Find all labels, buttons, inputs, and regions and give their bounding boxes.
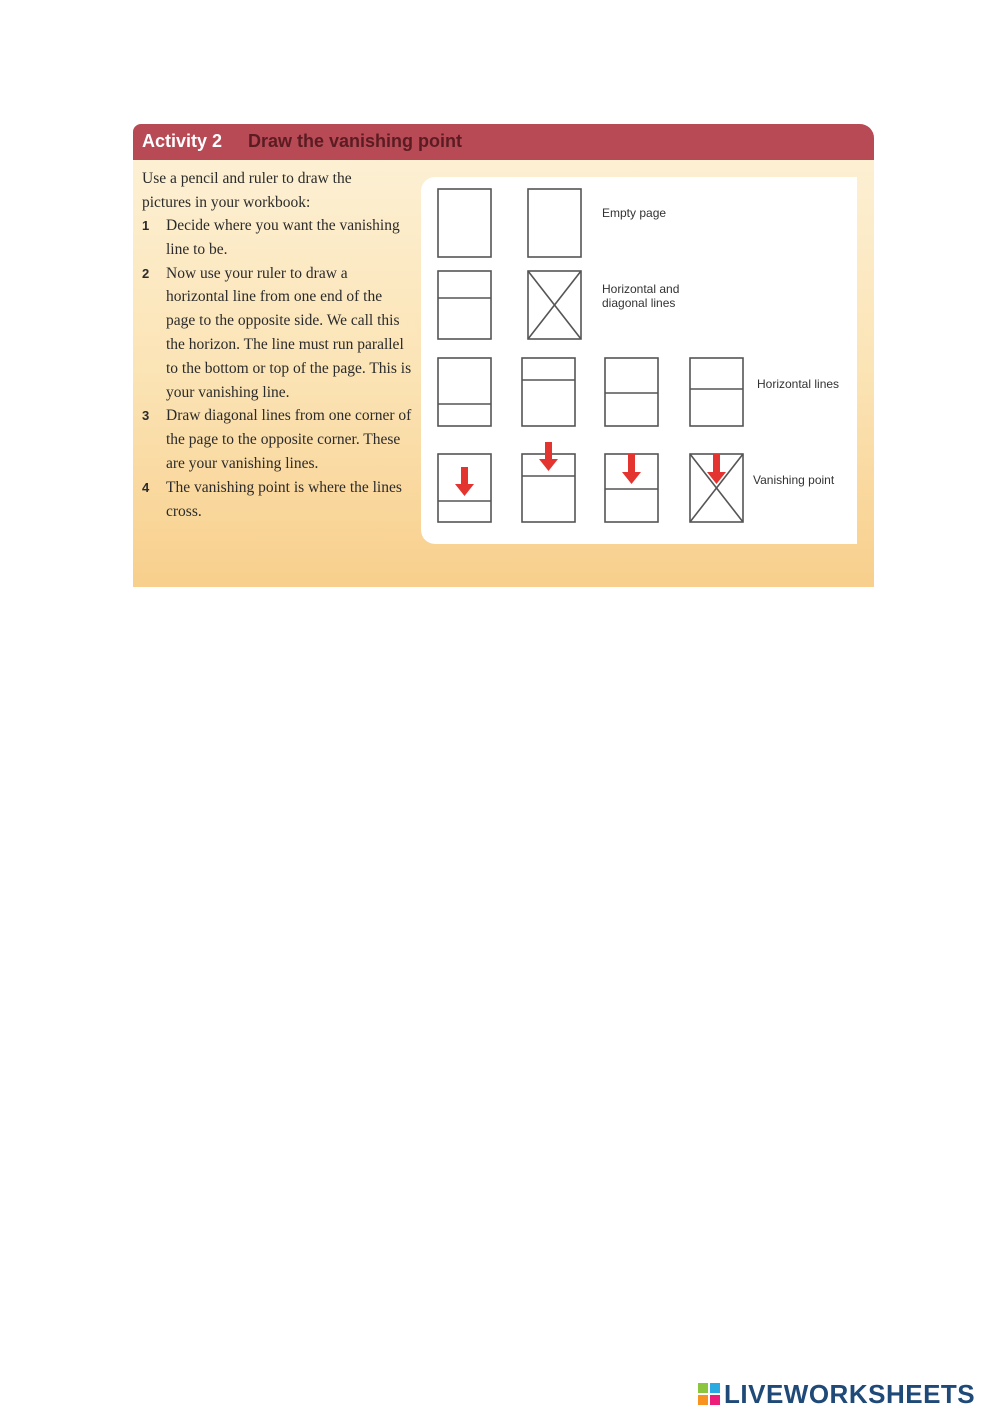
horizontal-page-box bbox=[605, 358, 658, 426]
label-horizontal-diagonal: diagonal lines bbox=[602, 296, 676, 310]
step-item bbox=[142, 476, 412, 524]
step-item bbox=[142, 214, 412, 262]
label-empty-page: Empty page bbox=[602, 206, 667, 220]
step-text: Draw diagonal lines from one corner of the page to the opposite corner. These are your vanishing lines. bbox=[166, 407, 412, 472]
step-text: The vanishing point is where the lines cross. bbox=[166, 478, 402, 520]
vanishing-point-diagram bbox=[421, 177, 857, 544]
brand-name: LIVEWORKSHEETS bbox=[724, 1379, 976, 1409]
arrow-down-icon bbox=[539, 442, 558, 471]
label-horizontal-lines: Horizontal lines bbox=[757, 377, 840, 391]
activity-header bbox=[133, 124, 874, 160]
activity-intro: Use a pencil and ruler to draw the pictures in your workbook: bbox=[142, 170, 352, 211]
step-number: 1 bbox=[142, 218, 150, 233]
activity-number: Activity 2 bbox=[142, 131, 223, 151]
step-number: 4 bbox=[142, 479, 150, 495]
empty-page-box bbox=[528, 189, 581, 257]
step-text: Decide where you want the vanishing line to be. bbox=[166, 217, 400, 258]
label-horizontal-diagonal: Horizontal and bbox=[602, 282, 680, 296]
liveworksheets-logo-icon bbox=[698, 1383, 720, 1405]
step-number: 3 bbox=[142, 408, 150, 424]
activity-title: Draw the vanishing point bbox=[248, 131, 463, 151]
horizontal-page-box bbox=[690, 358, 743, 426]
horizontal-page-box bbox=[438, 358, 491, 426]
arrow-down-icon bbox=[455, 467, 474, 496]
empty-page-box bbox=[438, 189, 491, 257]
step-item bbox=[142, 262, 412, 405]
activity-card bbox=[133, 124, 874, 587]
step-text: Now use your ruler to draw a horizontal line from one end of the page to the opposite side. We call this the horizon. The line must run parallel to the bottom or top of the page. This is your vanishing line. bbox=[166, 264, 412, 401]
horizontal-page-box bbox=[522, 358, 575, 426]
diagram-panel bbox=[421, 177, 857, 544]
arrow-down-icon bbox=[622, 454, 641, 484]
step-item bbox=[142, 404, 412, 475]
step-number: 2 bbox=[142, 265, 150, 281]
step-list bbox=[142, 214, 412, 523]
liveworksheets-brand bbox=[698, 1379, 994, 1409]
label-vanishing-point: Vanishing point bbox=[753, 473, 835, 487]
horizontal-page-box bbox=[438, 271, 491, 339]
